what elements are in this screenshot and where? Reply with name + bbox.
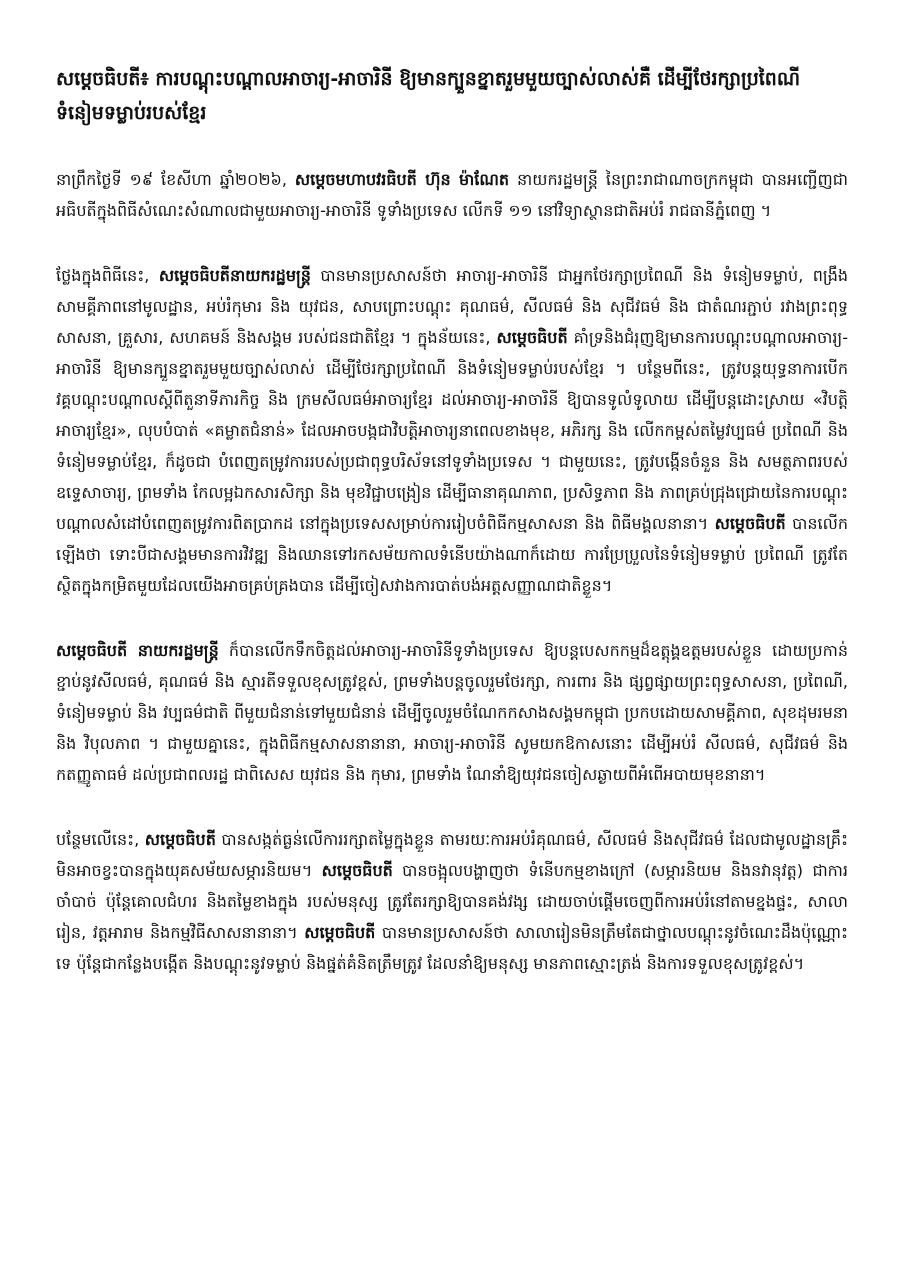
paragraph-2 bbox=[56, 260, 848, 601]
paragraph-4 bbox=[56, 824, 848, 979]
text-segment: នាយករដ្ឋមន្ត្រី នៃព្រះរាជាណាចក្រកម្ពុជា បានអញ្ជើញជាអធិបតីក្នុងពិធីសំណេះសំណាលជាមួយអាចារ្យ-អាចារិនី ទូទាំងប្រទេស លើកទី ១១ នៅវិទ្យាស្ថានជាតិអប់រំ រាជធានីភ្នំពេញ ។ bbox=[56, 170, 848, 220]
text-segment: បន្ថែមលើនេះ, bbox=[56, 830, 145, 849]
bold-name: សម្តេចមហាបវរធិបតី ហ៊ុន ម៉ាណែត bbox=[294, 170, 510, 189]
bold-name: សម្តេចធិបតី bbox=[714, 514, 786, 533]
bold-name: សម្តេចធិបតី bbox=[321, 861, 393, 880]
text-segment: បានសង្កត់ធ្ងន់លើការរក្សាតម្លៃក្នុងខ្លួន តាមរយៈការអប់រំគុណធម៌, សីលធម៌ និងសុជីវធម៌ ដែលជាមូលដ្ឋានគ្រឹះមិនអាចខ្វះបានក្នុងយុគសម័យសម្ភារនិយម។ bbox=[56, 830, 849, 880]
bold-name: សម្តេចធិបតី bbox=[496, 328, 568, 347]
text-segment: បានចង្អុលបង្ហាញថា ទំនើបកម្មខាងក្រៅ (សម្ភារនិយម និងនវានុវត្ត) ជាការចាំបាច់ ប៉ុន្តែគោលជំហរ និងតម្លៃខាងក្នុង របស់មនុស្ស ត្រូវតែរក្សាឱ្យបានគង់វង្ស ដោយចាប់ផ្តើមចេញពីការអប់រំនៅតាមខ្នងផ្ទះ, សាលារៀន, វត្តអារាម និងកម្មវិធីសាសនានានា។ bbox=[56, 861, 848, 942]
article-title: សម្តេចធិបតី៖ ការបណ្តុះបណ្តាលអាចារ្យ-អាចារិនី ឱ្យមានក្បួនខ្នាតរួមមួយច្បាស់លាស់គឺ ដើម្បីថែរក្សាប្រពៃណី ទំនៀមទម្លាប់របស់ខ្មែរ bbox=[56, 68, 801, 124]
paragraph-1 bbox=[56, 164, 848, 226]
text-segment: គាំទ្រនិងជំរុញឱ្យមានការបណ្តុះបណ្តាលអាចារ្យ-អាចារិនី ឱ្យមានក្បួនខ្នាតរួមមួយច្បាស់លាស់ ដើម្បីថែរក្សាប្រពៃណី និងទំនៀមទម្លាប់របស់ខ្មែរ ។ បន្ថែមពីនេះ, ត្រូវបន្តយុទ្ធនាការបើកវគ្គបណ្តុះបណ្តាលស្តីពីតួនាទីភារកិច្ច និង ក្រមសីលធម៌អាចារ្យខ្មែរ ដល់អាចារ្យ-អាចារិនី ឱ្យបានទូលំទូលាយ ដើម្បីបន្តដោះស្រាយ «វិបត្តិអាចារ្យខ្មែរ», លុបបំបាត់ «គម្លាតជំនាន់» ដែលអាចបង្កជាវិបត្តិអាចារ្យនាពេលខាងមុខ, អភិរក្ស និង លើកកម្ពស់តម្លៃវប្បធម៌ ប្រពៃណី និង ទំនៀមទម្លាប់ខ្មែរ, ក៏ដូចជា បំពេញតម្រូវការរបស់ប្រជាពុទ្ធបរិស័ទនៅទូទាំងប្រទេស ។ ជាមួយនេះ, ត្រូវបង្កើនចំនួន និង សមត្ថភាពរបស់ឧទ្ទេសាចារ្យ, ព្រមទាំង កែលម្អឯកសារសិក្សា និង មុខវិជ្ជាបង្រៀន ដើម្បីធានាគុណភាព, ប្រសិទ្ធភាព និង ភាពគ្រប់ជ្រុងជ្រោយនៃការបណ្តុះបណ្តាលសំដៅបំពេញតម្រូវការពិតប្រាកដ នៅក្នុងប្រទេសសម្រាប់ការរៀបចំពិធីកម្មសាសនា និង ពិធីមង្គលនានា។ bbox=[56, 328, 849, 533]
bold-name: សម្តេចធិបតី នាយករដ្ឋមន្ត្រី bbox=[56, 641, 219, 660]
bold-name: សម្តេចធិបតី bbox=[144, 830, 216, 849]
text-segment: នាព្រឹកថ្ងៃទី ១៩ ខែសីហា ឆ្នាំ២០២៦, bbox=[56, 170, 295, 189]
paragraph-3 bbox=[56, 635, 848, 790]
bold-name: សម្តេចធិបតីនាយករដ្ឋមន្ត្រី bbox=[158, 266, 311, 285]
text-segment: បានមានប្រសាសន៍ថា សាលារៀនមិនត្រឹមតែជាថ្នាលបណ្តុះនូវចំណេះដឹងប៉ុណ្ណោះទេ ប៉ុន្តែជាកន្លែងបង្កើត និងបណ្តុះនូវទម្លាប់ និងផ្នត់គំនិតត្រឹមត្រូវ ដែលនាំឱ្យមនុស្ស មានភាពស្មោះត្រង់ និងការទទួលខុសត្រូវខ្ពស់។ bbox=[56, 923, 848, 973]
text-segment: ក៏បានលើកទឹកចិត្តដល់អាចារ្យ-អាចារិនីទូទាំងប្រទេស ឱ្យបន្តបេសកកម្មដ៏ឧត្តុង្គឧត្តមរបស់ខ្លួន ដោយប្រកាន់ខ្ជាប់នូវសីលធម៌, គុណធម៌ និង ស្មារតីទទួលខុសត្រូវខ្ពស់, ព្រមទាំងបន្តចូលរួមថែរក្សា, ការពារ និង ផ្សព្វផ្សាយព្រះពុទ្ធសាសនា, ប្រពៃណី, ទំនៀមទម្លាប់ និង វប្បធម៌ជាតិ ពីមួយជំនាន់ទៅមួយជំនាន់ ដើម្បីចូលរួមចំណែកកសាងសង្គមកម្ពុជា ប្រកបដោយសាមគ្គីភាព, សុខដុមរមនា និង វិបុលភាព ។ ជាមួយគ្នានេះ, ក្នុងពិធីកម្មសាសនានានា, អាចារ្យ-អាចារិនី សូមយកឱកាសនោះ ដើម្បីអប់រំ សីលធម៌, សុជីវធម៌ និង កតញ្ញូតាធម៌ ដល់ប្រជាពលរដ្ឋ ជាពិសេស យុវជន និង កុមារ, ព្រមទាំង ណែនាំឱ្យយុវជនចៀសឆ្ងាយពីអំពើអបាយមុខនានា។ bbox=[56, 641, 848, 784]
text-segment: បានលើកឡើងថា ទោះបីជាសង្គមមានការវិវឌ្ឍ និងឈានទៅរកសម័យកាលទំនើបយ៉ាងណាក៏ដោយ ការប្រែប្រួលនៃទំនៀមទម្លាប់ ប្រពៃណី ត្រូវតែស្ថិតក្នុងកម្រិតមួយដែលយើងអាចគ្រប់គ្រងបាន ដើម្បីចៀសវាងការបាត់បង់អត្តសញ្ញាណជាតិខ្លួន។ bbox=[56, 514, 848, 595]
text-segment: បានមានប្រសាសន៍ថា អាចារ្យ-អាចារិនី ជាអ្នកថែរក្សាប្រពៃណី និង ទំនៀមទម្លាប់, ពង្រឹងសាមគ្គីភាពនៅមូលដ្ឋាន, អប់រំកុមារ និង យុវជន, សាបព្រោះបណ្តុះ គុណធម៌, សីលធម៌ និង សុជីវធម៌ និង ជាតំណរភ្ជាប់ រវាងព្រះពុទ្ធសាសនា, គ្រួសារ, សហគមន៍ និងសង្គម របស់ជនជាតិខ្មែរ ។ ក្នុងន័យនេះ, bbox=[56, 266, 849, 347]
text-segment: ថ្លែងក្នុងពិធីនេះ, bbox=[56, 266, 159, 285]
bold-name: សម្តេចធិបតី bbox=[304, 923, 376, 942]
